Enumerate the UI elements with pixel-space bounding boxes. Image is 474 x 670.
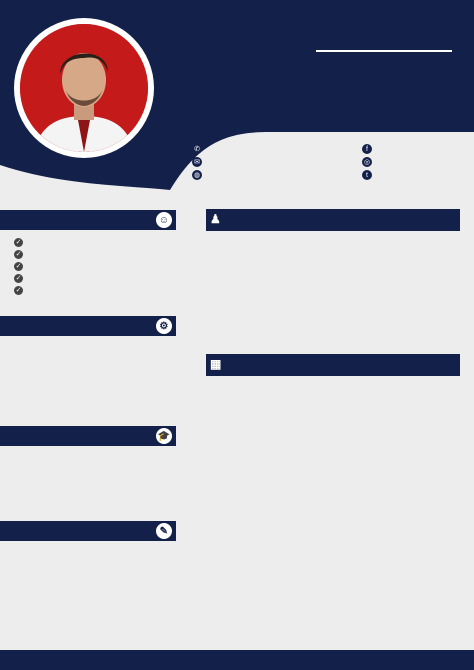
- chat-icon: ✎: [156, 523, 172, 539]
- contact-website[interactable]: [192, 170, 206, 180]
- contact-facebook[interactable]: [362, 144, 376, 154]
- footer-bar: [0, 650, 474, 670]
- globe-icon: ◍: [193, 172, 201, 179]
- section-bahasa-header: [0, 521, 176, 541]
- section-pengalaman-header: [206, 354, 460, 376]
- section-kemampuan-header: [0, 316, 176, 336]
- building-icon: ▦: [210, 357, 222, 371]
- education-table: [14, 452, 129, 500]
- cv-divider: [316, 50, 452, 52]
- table-row: [14, 488, 129, 500]
- contact-instagram[interactable]: [362, 157, 376, 167]
- kepribadian-list: [14, 236, 27, 296]
- list-item: [14, 284, 27, 296]
- section-pendidikan-header: [0, 426, 176, 446]
- list-item: [14, 236, 27, 248]
- graduation-cap-icon: 🎓: [156, 428, 172, 444]
- instagram-icon: ◎: [363, 159, 371, 166]
- person-icon: ♟: [210, 212, 221, 226]
- facebook-icon: f: [362, 144, 372, 154]
- user-icon: ☺: [156, 212, 172, 228]
- list-item: [14, 248, 27, 260]
- check-icon: ✓: [15, 275, 22, 282]
- brain-icon: ⚙: [156, 318, 172, 334]
- header: [0, 0, 474, 190]
- list-item: [14, 272, 27, 284]
- check-icon: ✓: [15, 263, 22, 270]
- check-icon: ✓: [15, 239, 22, 246]
- contact-twitter[interactable]: [362, 170, 376, 180]
- avatar: [20, 24, 148, 152]
- table-row: [14, 464, 129, 476]
- check-icon: ✓: [15, 251, 22, 258]
- contact-email[interactable]: [192, 157, 206, 167]
- table-header: [14, 452, 129, 464]
- list-item: [14, 260, 27, 272]
- contact-phone: [192, 144, 206, 154]
- phone-icon: ✆: [192, 144, 202, 154]
- check-icon: ✓: [15, 287, 22, 294]
- section-data-personal-header: [206, 209, 460, 231]
- email-icon: ✉: [192, 157, 202, 167]
- section-kepribadian-header: [0, 210, 176, 230]
- table-row: [14, 476, 129, 488]
- twitter-icon: t: [362, 170, 372, 180]
